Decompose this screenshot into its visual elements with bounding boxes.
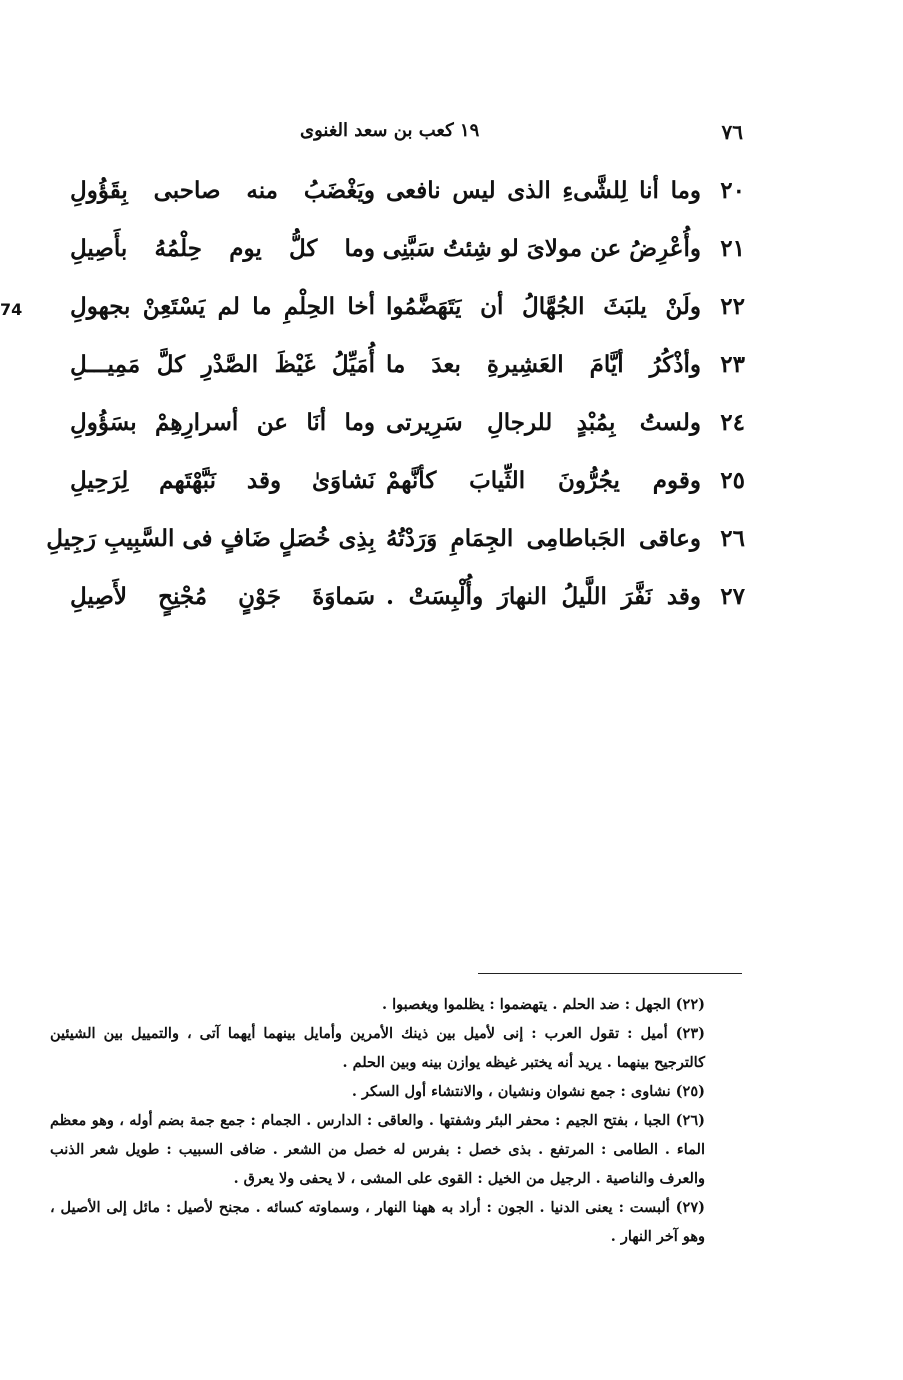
page-number: ٧٦	[721, 120, 743, 144]
footnote-divider	[478, 973, 742, 974]
verse-first-hemistich: وأذْكُرُ أيَّامَ العَشِيرةِ بعدَ ما	[386, 351, 701, 378]
verse-first-hemistich: وعاقى الجَباطامِى الجِمَامِ وَرَدْتُهُ	[386, 525, 701, 552]
verse-first-hemistich: وأُعْرِضُ عن مولاىَ لو شِئتُ سَبَّنِى	[382, 235, 701, 262]
footnote: (٢٣) أميل : تقول العرب : إنى لأميل بين ذينك الأمرين وأمايل بينهما أيهما آتى ، والتمييل بين الشيئين كالترجيح بينهما . يريد أنه يختبر غيظه يوازن بينه وبين الحلم .	[50, 1025, 705, 1071]
verse-first-hemistich: ولستُ بِمُبْدٍ للرجالِ سَرِيرتى	[386, 409, 701, 436]
verse-number: ٢٣	[720, 351, 745, 378]
verse-second-hemistich: أُمَيِّلُ غَيْظَ الصَّدْرِ كلَّ مَمِيـــلِ	[70, 351, 375, 378]
verse-line	[70, 162, 745, 220]
verse-first-hemistich: وما أنا لِلشَّىءِ الذى ليس نافعى	[386, 177, 701, 204]
footnote: (٢٦) الجبا ، بفتح الجيم : محفر البئر وشفتها . والعاقى : الدارس . الجمام : جمع جمة بضم أوله ، وهو معظم الماء . الطامى : المرتفع . بذى خصل : بفرس له خصل من الشعر . ضافى السبيب : طويل شعر الذنب والعرف والناصية . الرجيل من الخيل : القوى على المشى ، لا يحفى ولا يعرق .	[50, 1112, 705, 1187]
footnote: (٢٧) ألبست : يعنى الدنيا . الجون : أراد به ههنا النهار ، وسماوته كسائه . مجنح لأصيل : مائل إلى الأصيل ، وهو آخر النهار .	[50, 1199, 705, 1245]
margin-page-reference: 74	[0, 300, 23, 319]
verse-second-hemistich: وما كلُّ يوم حِلْمُهُ بأَصِيلِ	[70, 235, 375, 262]
page-header	[280, 120, 743, 150]
verse-second-hemistich: بِذِى خُصَلٍ ضَافٍ فى السَّبِيبِ رَجِيلِ	[46, 525, 375, 552]
footnote: (٢٢) الجهل : ضد الحلم . يتهضموا : يظلموا ويغصبوا .	[382, 996, 705, 1013]
poem-verses	[46, 162, 745, 626]
verse-second-hemistich: نَشاوَىٰ وقد نَبَّهْتَهم لِرَحِيلِ	[70, 467, 375, 494]
verse-second-hemistich: ويَغْضَبُ منه صاحبى بِقَؤُولِ	[70, 177, 375, 204]
verse-line	[70, 220, 745, 278]
verse-line	[70, 452, 745, 510]
verse-line	[70, 568, 745, 626]
verse-number: ٢٤	[720, 409, 745, 436]
verse-line	[70, 278, 745, 336]
verse-number: ٢٦	[720, 525, 745, 552]
verse-first-hemistich: وقد نَفَّرَ اللَّيلُ النهارَ وأُلْبِسَتْ .	[386, 583, 701, 610]
verse-number: ٢٢	[720, 293, 745, 320]
verse-line	[70, 336, 745, 394]
verse-line	[70, 394, 745, 452]
verse-number: ٢٧	[720, 583, 745, 610]
verse-first-hemistich: ولَنْ يلبَثَ الجُهَّالُ أن يَتَهَضَّمُوا	[386, 293, 701, 320]
verse-number: ٢٥	[720, 467, 745, 494]
footnotes	[50, 990, 745, 1251]
verse-second-hemistich: أخا الحِلْمِ ما لم يَسْتَعِنْ بجهولِ	[70, 293, 375, 320]
verse-second-hemistich: وما أنَا عن أسرارِهِمْ بسَؤُولِ	[70, 409, 375, 436]
verse-line	[46, 510, 745, 568]
verse-first-hemistich: وقوم يجُرُّونَ الثِّيابَ كأنَّهمْ	[386, 467, 701, 494]
footnote: (٢٥) نشاوى : جمع نشوان ونشيان ، والانتشاء أول السكر .	[351, 1083, 705, 1100]
verse-number: ٢٠	[720, 177, 745, 204]
running-head: ١٩ كعب بن سعد الغنوى	[300, 120, 480, 141]
verse-second-hemistich: سَماوَةَ جَوْنٍ مُجْنِحٍ لأَصِيلِ	[70, 583, 375, 610]
verse-number: ٢١	[720, 235, 745, 262]
